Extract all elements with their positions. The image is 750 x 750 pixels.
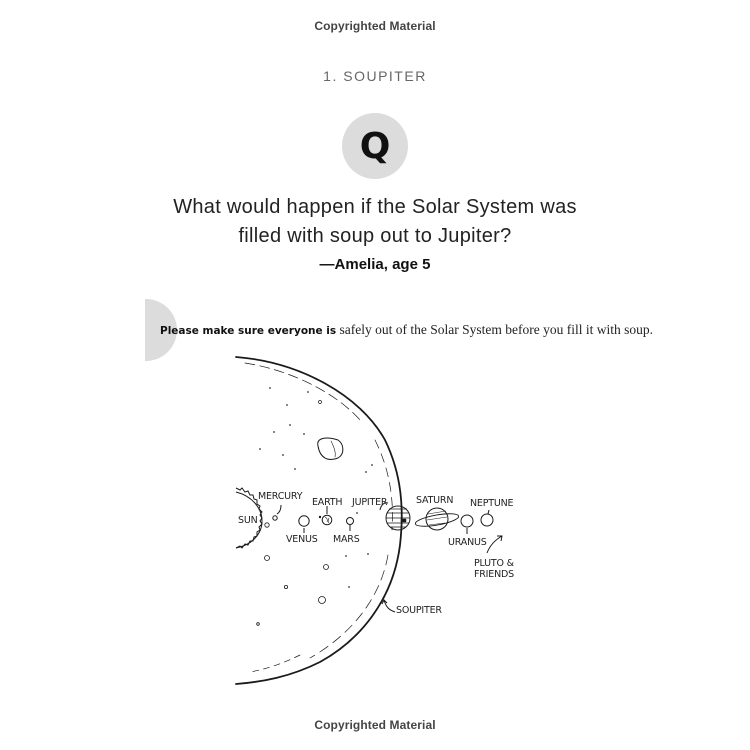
soup-chunk [318, 438, 343, 460]
mercury-icon [273, 516, 277, 520]
venus-icon [299, 516, 309, 526]
answer-lede [160, 322, 653, 338]
label-mercury: MERCURY [258, 491, 303, 502]
question-text [0, 193, 750, 251]
chapter-heading: 1. SOUPITER [323, 68, 427, 84]
copyright-header: Copyrighted Material [314, 19, 436, 33]
label-pluto-line2: FRIENDS [474, 569, 514, 580]
lede-bold-lead-in: Please make sure everyone is [160, 325, 337, 337]
label-pluto-line1: PLUTO & [474, 558, 514, 569]
soupiter-illustration [0, 340, 750, 700]
question-line-1: What would happen if the Solar System was [173, 196, 577, 218]
mars-icon [347, 518, 354, 525]
earth-icon [322, 515, 332, 525]
label-venus: VENUS [286, 534, 318, 545]
neptune-icon [481, 514, 493, 526]
pluto-arrow-icon [487, 536, 502, 553]
question-badge [342, 113, 408, 179]
question-badge-letter: Q [359, 125, 391, 167]
copyright-footer: Copyrighted Material [314, 718, 436, 732]
label-neptune: NEPTUNE [470, 498, 514, 509]
label-sun: SUN [238, 515, 258, 526]
uranus-icon [461, 515, 473, 527]
question-attribution: —Amelia, age 5 [319, 256, 431, 273]
label-earth: EARTH [312, 497, 343, 508]
label-saturn: SATURN [416, 495, 454, 506]
label-uranus: URANUS [448, 537, 487, 548]
label-jupiter: JUPITER [352, 497, 388, 508]
label-mars: MARS [333, 534, 360, 545]
question-line-2: filled with soup out to Jupiter? [238, 225, 512, 247]
label-soupiter: SOUPITER [396, 605, 442, 616]
lede-body-text: safely out of the Solar System before you fill it with soup. [336, 322, 653, 337]
